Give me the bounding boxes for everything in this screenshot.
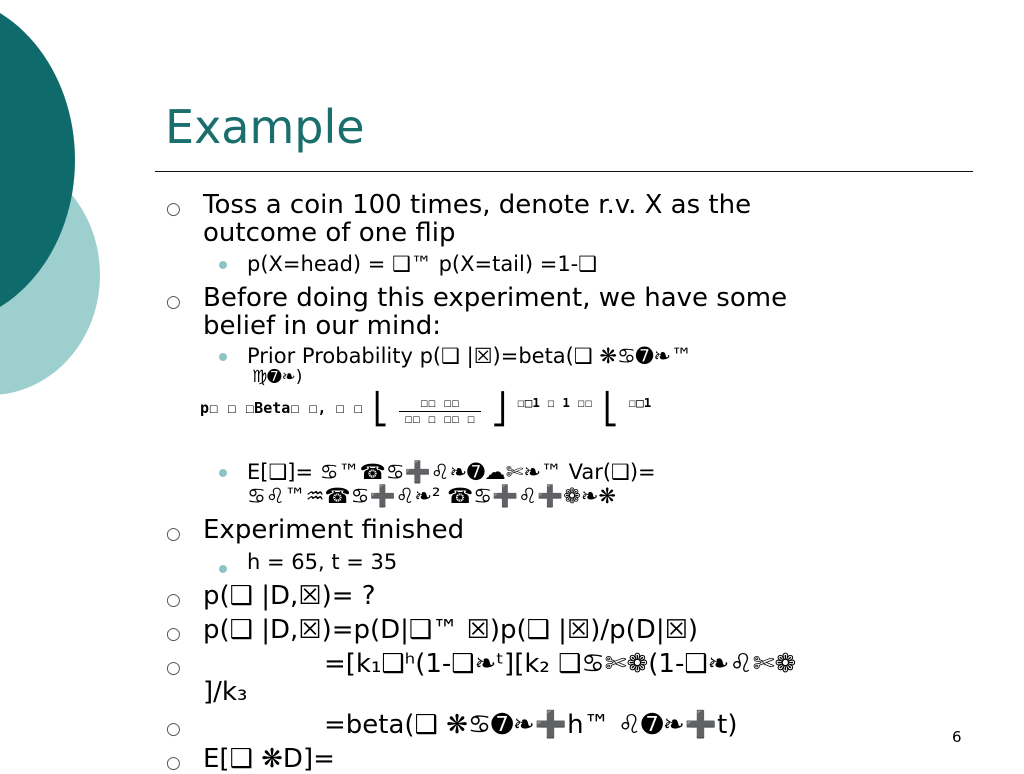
bullet-toss-coin-line1: Toss a coin 100 times, denote r.v. X as the — [203, 190, 752, 220]
hollow-bullet-icon: ○ — [166, 624, 181, 644]
equation-exponent-2: ☐□1 — [628, 395, 652, 410]
bullet-bayes-rule: p(❑ |D,☒)=p(D|❑™ ☒)p(❑ |☒)/p(D|☒) — [203, 615, 699, 645]
title-divider — [155, 171, 973, 172]
bullet-likelihood-product-line1: =[k₁❑ʰ(1-❑❧ᵗ][k₂ ❑♋✄❁(1-❑❧♌✄❁ — [324, 649, 797, 679]
bullet-likelihood-product-line2: ]/k₃ — [203, 677, 248, 707]
bullet-before-experiment-line1: Before doing this experiment, we have some — [203, 283, 788, 313]
subbullet-prior-probability-line1: Prior Probability p(❑ |☒)=beta(❑ ❋♋➐❧™ — [247, 344, 692, 368]
page-number: 6 — [952, 728, 962, 746]
hollow-bullet-icon: ○ — [166, 753, 181, 773]
bullet-posterior-expectation: E[❑ ❋D]= — [203, 744, 335, 774]
subbullet-prior-probability-line2: ♍➐❧) — [252, 367, 303, 387]
subbullet-counts: h = 65, t = 35 — [247, 550, 398, 574]
subbullet-probabilities: p(X=head) = ❑™ p(X=tail) =1-❑ — [247, 252, 598, 276]
equation-lhs: p☐ ☐ ☐Beta☐ ☐, ☐ ☐ — [200, 399, 363, 417]
subbullet-expectation-line2: ♋♌™♒☎♋➕♌❧² ☎♋➕♌➕❁❧❋ — [247, 484, 617, 508]
equation-bracket: ⎣ — [601, 392, 620, 427]
equation-bracket: ⎦ — [490, 392, 509, 427]
filled-bullet-icon — [219, 565, 227, 573]
equation-exponent-1: ☐□1 ☐ 1 ☐☐ — [517, 395, 593, 410]
slide-title: Example — [165, 100, 365, 154]
equation-bracket: ⎣ — [371, 392, 390, 427]
hollow-bullet-icon: ○ — [166, 292, 181, 312]
filled-bullet-icon — [219, 261, 227, 269]
bullet-posterior-question: p(❑ |D,☒)= ? — [203, 581, 376, 611]
subbullet-expectation-line1: E[❑]= ♋™☎♋➕♌❧➐☁✄❧™ Var(❑)= — [247, 460, 656, 484]
filled-bullet-icon — [219, 353, 227, 361]
bullet-posterior-beta: =beta(❑ ❋♋➐❧➕h™ ♌➐❧➕t) — [324, 710, 738, 740]
equation-numerator: ☐☐ ☐☐ — [399, 396, 481, 412]
hollow-bullet-icon: ○ — [166, 658, 181, 678]
bullet-experiment-finished: Experiment finished — [203, 515, 465, 545]
equation-denominator: ☐☐ ☐ ☐☐ ☐ — [404, 412, 476, 427]
equation-fraction — [399, 396, 481, 427]
bullet-before-experiment-line2: belief in our mind: — [203, 311, 441, 341]
filled-bullet-icon — [219, 469, 227, 477]
bullet-toss-coin-line2: outcome of one flip — [203, 218, 456, 248]
hollow-bullet-icon: ○ — [166, 719, 181, 739]
hollow-bullet-icon: ○ — [166, 590, 181, 610]
hollow-bullet-icon: ○ — [166, 199, 181, 219]
beta-density-equation — [200, 392, 651, 427]
hollow-bullet-icon: ○ — [166, 524, 181, 544]
